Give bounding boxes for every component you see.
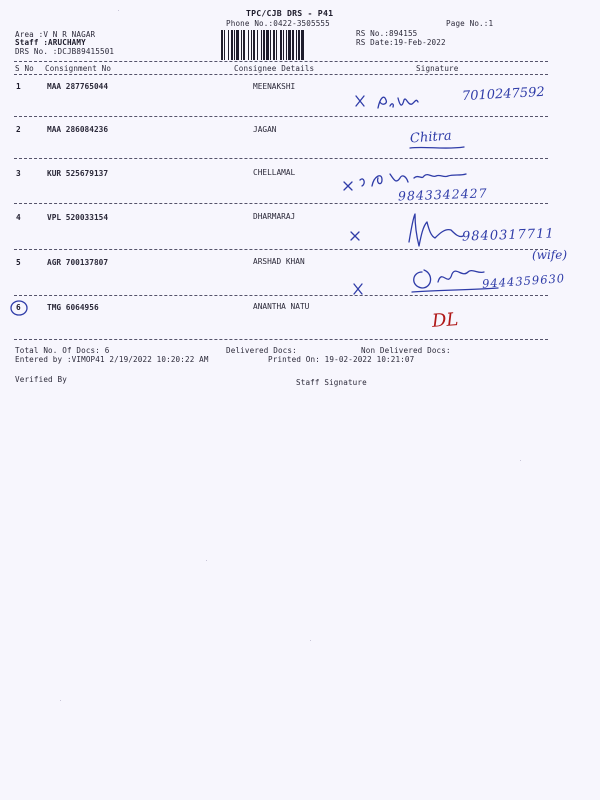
circle-mark-icon xyxy=(8,297,32,319)
handwritten-signature-row-1 xyxy=(352,88,472,114)
verified-by: Verified By xyxy=(15,375,67,384)
divider-line xyxy=(14,249,548,250)
drs-number: DRS No. :DCJB89415501 xyxy=(15,47,115,56)
total-docs: Total No. Of Docs: 6 xyxy=(15,346,110,355)
handwritten-signature-row-5 xyxy=(350,262,500,300)
divider-line xyxy=(14,61,548,62)
handwritten-phone-row-5: 9444359630 xyxy=(481,271,566,291)
underline-icon xyxy=(408,144,468,152)
area-label: Area :V N R NAGAR xyxy=(15,30,96,39)
table-row-consignment: KUR 525679137 xyxy=(47,169,109,178)
handwritten-phone-row-3: 9843342427 xyxy=(397,185,488,204)
divider-line xyxy=(14,339,548,340)
divider-line xyxy=(14,116,548,117)
page-number: Page No.:1 xyxy=(446,19,494,28)
table-row-consignment: AGR 700137807 xyxy=(47,258,109,267)
handwritten-signature-row-4 xyxy=(345,212,465,252)
table-row-sno: 2 xyxy=(16,125,21,134)
column-header-consignee: Consignee Details xyxy=(234,64,315,73)
table-row-consignee: CHELLAMAL xyxy=(253,168,296,177)
table-row-sno: 6 xyxy=(16,303,21,312)
delivered-docs: Delivered Docs: xyxy=(226,346,297,355)
handwritten-phone-row-4: 9840317711 xyxy=(461,226,555,245)
table-row-sno: 3 xyxy=(16,169,21,178)
table-row-consignment: MAA 287765044 xyxy=(47,82,109,91)
divider-line xyxy=(14,158,548,159)
divider-line xyxy=(14,203,548,204)
barcode-image xyxy=(220,30,346,60)
table-row-consignee: DHARMARAJ xyxy=(253,212,296,221)
handwritten-note-row-4: (wife) xyxy=(532,248,568,262)
form-title: TPC/CJB DRS - P41 xyxy=(246,8,334,18)
column-header-sno: S No xyxy=(15,64,34,73)
handwritten-phone-row-1: 7010247592 xyxy=(461,84,546,105)
table-row-sno: 5 xyxy=(16,258,21,267)
table-row-sno: 1 xyxy=(16,82,21,91)
table-row-consignment: VPL 520033154 xyxy=(47,213,109,222)
table-row-consignment: MAA 286084236 xyxy=(47,125,109,134)
rs-date: RS Date:19-Feb-2022 xyxy=(356,38,446,47)
non-delivered-docs: Non Delivered Docs: xyxy=(361,346,451,355)
divider-line xyxy=(14,74,548,75)
handwritten-mark-row-6: DL xyxy=(431,309,460,332)
table-row-consignee: JAGAN xyxy=(253,125,277,134)
staff-signature: Staff Signature xyxy=(296,378,367,387)
phone-number: Phone No.:0422-3505555 xyxy=(226,19,330,28)
table-row-consignment: TMG 6064956 xyxy=(47,303,99,312)
printed-on: Printed On: 19-02-2022 10:21:07 xyxy=(268,355,415,364)
handwritten-name-row-2: Chitra xyxy=(409,128,453,147)
table-row-consignee: MEENAKSHI xyxy=(253,82,296,91)
staff-label: Staff :ARUCHAMY xyxy=(15,38,86,47)
table-row-sno: 4 xyxy=(16,213,21,222)
rs-number: RS No.:894155 xyxy=(356,29,418,38)
column-header-signature: Signature xyxy=(416,64,459,73)
table-row-consignee: ANANTHA NATU xyxy=(253,302,310,311)
column-header-consignment: Consignment No xyxy=(45,64,112,73)
table-row-consignee: ARSHAD KHAN xyxy=(253,257,305,266)
entered-by: Entered by :VIMOP41 2/19/2022 10:20:22 AM xyxy=(15,355,209,364)
